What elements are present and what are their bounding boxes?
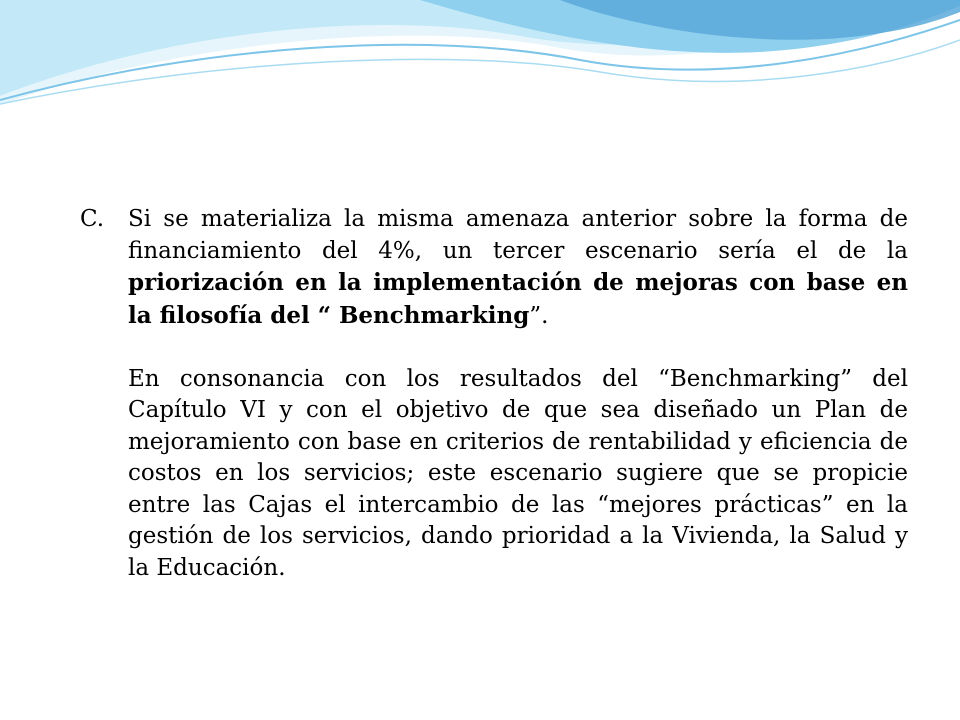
list-marker: C. [80,206,105,232]
paragraph-continuation [80,364,908,585]
paragraph-c-intro: Si se materializa la misma amenaza anterior sobre la forma de financiamiento del 4%, un tercer escenario sería el de la [128,206,908,264]
paragraph-c [80,204,908,332]
paragraph-c-closing: ”. [529,302,549,329]
slide-body [80,204,908,584]
paragraph-c-text [128,204,908,332]
header-wave-decoration [0,0,960,130]
paragraph-continuation-text: En consonancia con los resultados del “Benchmarking” del Capítulo VI y con el objetivo de que sea diseñado un Plan de mejoramiento con base en criterios de rentabilidad y eficiencia de costos en los servicios; este escenario sugiere que se propicie entre las Cajas el intercambio de las “mejores prácticas” en la gestión de los servicios, dando prioridad a la Vivienda, la Salud y la Educación. [128,365,908,581]
paragraph-c-emphasis: priorización en la implementación de mejoras con base en la filosofía del “ Benchmarking [128,269,908,329]
